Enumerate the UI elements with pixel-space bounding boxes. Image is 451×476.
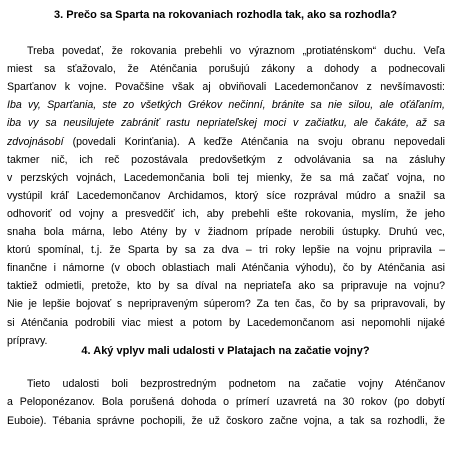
text-line: [7, 415, 445, 428]
text-line: [27, 378, 445, 391]
text-line: [7, 262, 445, 275]
text-line: [7, 280, 445, 293]
section-3-heading: 3. Prečo sa Sparta na rokovaniach rozhodla tak, ako sa rozhodla?: [54, 9, 397, 21]
line-text: ktorú spomínal, t.j. že Sparta by sa za dva – tri roky lepšie na vojnu pripravila –: [7, 244, 445, 257]
text-line: [7, 154, 445, 167]
line-text: prípravy.: [7, 334, 48, 347]
line-text: takmer nič, ich reč pozostávala predovšetkým z odvolávania sa na zásluhy: [7, 153, 445, 166]
text-line: [7, 298, 445, 311]
text-line: [27, 45, 445, 58]
text-line: [7, 396, 445, 409]
line-text: finančne i námorne (v oboch oblastiach mali Aténčania výhodu), čo by Aténčania asi: [7, 262, 445, 275]
line-text: a Peloponézanov. Bola porušená dohoda o prímerí uzavretá na 30 rokov (po dobytí: [7, 396, 445, 409]
line-text: Iba vy, Sparťania, ste zo všetkých Grékov nečinní, bránite sa nie silou, ale oťáľaním,: [7, 99, 445, 112]
line-text: zdvojnásobí: [7, 135, 64, 148]
text-line: [7, 172, 445, 185]
text-line: [7, 226, 445, 239]
line-text: Nie je lepšie bojovať s nepripraveným súperom? Za ten čas, čo by sa pripravovali, by: [7, 298, 445, 311]
section-4-heading: 4. Aký vplyv mali udalosti v Platajach na začatie vojny?: [81, 345, 370, 357]
line-text-suffix: (povedali Korinťania). A keďže Aténčania na svoju obranu nepovedali: [63, 135, 445, 148]
text-line: [7, 136, 445, 149]
line-text: snaha bola márna, lebo Atény by v žiadnom prípade nerobili ústupky. Druhú vec,: [7, 226, 445, 238]
line-text: odhovoriť od vojny a presvedčiť ich, aby prebehli ešte rokovania, myslím, že jeho: [7, 207, 445, 220]
text-line: [7, 208, 445, 221]
text-line: [7, 81, 445, 94]
text-line: [7, 63, 445, 76]
text-line: [7, 317, 445, 330]
line-text: miest sa sťažovalo, že Aténčania porušujú zákony a dohody a podnecovali: [7, 63, 445, 76]
text-line: [7, 190, 445, 203]
line-text: Tieto udalosti boli bezprostredným podnetom na začatie vojny Aténčanov: [27, 378, 445, 390]
line-text: v perzských vojnách, Lacedemončania boli tej mienky, že sa má začať vojna, no: [7, 171, 445, 184]
text-line: [7, 117, 445, 130]
line-text: si Aténčania podrobili viac miest a potom by Lacedemončanom asi nepomohli nijaké: [7, 316, 445, 329]
line-text: vystúpil kráľ Lacedemončanov Archidamos, ktorý síce rozprával múdro a snažil sa: [7, 189, 445, 202]
line-text: Treba povedať, že rokovania prebehli vo výraznom „protiaténskom“ duchu. Veľa: [27, 45, 445, 57]
line-text: iba vy sa neusilujete zabrániť rastu nepriateľskej moci v začiatku, ale čakáte, až sa: [7, 117, 445, 130]
text-line: [7, 99, 445, 112]
line-text: taktiež odmietli, pretože, kto by sa díval na nepriateľa ako sa pripravuje na vojnu?: [7, 280, 445, 293]
text-line: [7, 244, 445, 257]
line-text: Sparťanov k vojne. Povačšine však aj obviňovali Lacedemončanov z nevšímavosti:: [7, 81, 445, 94]
line-text: Euboie). Tébania správne pochopili, že už čoskoro začne vojna, a tak sa rozhodli, že: [7, 414, 445, 427]
